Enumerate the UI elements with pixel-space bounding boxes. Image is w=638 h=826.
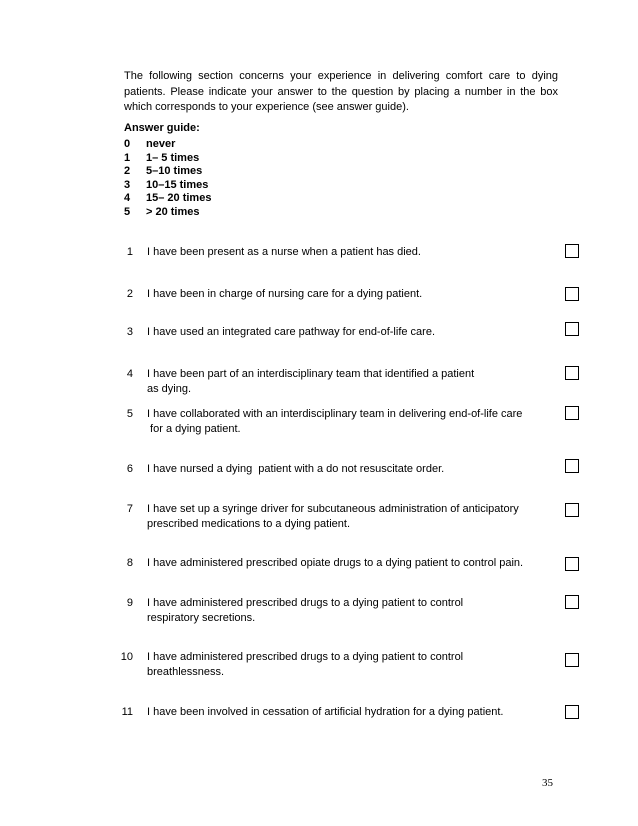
- answer-box-11[interactable]: [565, 705, 579, 719]
- answer-guide-row: [124, 179, 208, 193]
- answer-box-8[interactable]: [565, 557, 579, 571]
- question-text: [147, 556, 557, 571]
- answer-guide-code: 5: [124, 205, 131, 218]
- question-text: [147, 287, 557, 302]
- answer-guide-label: 10–15 times: [146, 178, 209, 191]
- answer-box-6[interactable]: [565, 459, 579, 473]
- question-text: [147, 502, 557, 532]
- answer-guide-label: never: [146, 138, 176, 150]
- question-number: 1: [126, 246, 133, 258]
- question-line-1: I have been involved in cessation of artificial hydration for a dying patient.: [147, 706, 504, 718]
- answer-box-7[interactable]: [565, 503, 579, 517]
- answer-guide-label: 1– 5 times: [146, 151, 200, 164]
- answer-box-10[interactable]: [565, 653, 579, 667]
- answer-box-4[interactable]: [565, 366, 579, 380]
- question-line-2: respiratory secretions.: [147, 612, 256, 624]
- question-line-1: I have administered prescribed drugs to a dying patient to control: [147, 597, 464, 609]
- answer-guide-row: [124, 192, 211, 206]
- answer-guide-row: [124, 165, 202, 179]
- answer-box-1[interactable]: [565, 244, 579, 258]
- answer-guide-label: 5–10 times: [146, 165, 203, 177]
- question-line-2: as dying.: [147, 383, 192, 395]
- answer-guide-code: 4: [124, 192, 131, 204]
- answer-guide-title: Answer guide:: [124, 122, 200, 134]
- answer-guide-code: 1: [124, 151, 131, 164]
- question-number: 10: [120, 651, 133, 663]
- question-line-1: I have used an integrated care pathway for end-of-life care.: [147, 326, 436, 338]
- question-number: 8: [126, 557, 133, 569]
- question-number: 7: [126, 503, 133, 515]
- answer-box-5[interactable]: [565, 406, 579, 420]
- answer-guide-code: 0: [124, 138, 131, 150]
- question-text: [147, 462, 557, 477]
- question-number: 11: [121, 706, 133, 718]
- question-text: [147, 325, 557, 340]
- question-text: [147, 407, 557, 437]
- question-line-1: I have set up a syringe driver for subcutaneous administration of anticipatory: [147, 503, 519, 515]
- question-line-1: I have been present as a nurse when a patient has died.: [147, 246, 421, 258]
- question-text: [147, 596, 557, 626]
- answer-guide-label: > 20 times: [146, 205, 200, 218]
- answer-guide-row: [124, 152, 199, 166]
- question-number: 5: [126, 408, 133, 420]
- question-number: 2: [126, 288, 133, 300]
- question-line-2: prescribed medications to a dying patient.: [147, 518, 351, 530]
- question-number: 4: [126, 368, 133, 380]
- question-line-1: I have nursed a dying patient with a do not resuscitate order.: [147, 463, 445, 475]
- question-line-1: I have administered prescribed drugs to a dying patient to control: [147, 651, 464, 663]
- question-number: 6: [126, 463, 133, 475]
- question-number: 3: [126, 326, 133, 338]
- answer-guide-code: 3: [124, 178, 131, 191]
- question-text: [147, 705, 557, 720]
- question-line-1: I have been in charge of nursing care for a dying patient.: [147, 288, 423, 300]
- answer-box-3[interactable]: [565, 322, 579, 336]
- answer-guide-row: [124, 138, 175, 152]
- question-line-1: I have administered prescribed opiate drugs to a dying patient to control pain.: [147, 557, 524, 569]
- answer-box-2[interactable]: [565, 287, 579, 301]
- question-text: [147, 650, 557, 680]
- question-number: 9: [126, 597, 133, 609]
- question-line-1: I have collaborated with an interdisciplinary team in delivering end-of-life care: [147, 408, 523, 420]
- question-line-1: I have been part of an interdisciplinary team that identified a patient: [147, 368, 475, 380]
- answer-box-9[interactable]: [565, 595, 579, 609]
- intro-paragraph: The following section concerns your experience in delivering comfort care to dying patients. Please indicate your answer to the question by placing a number in the box which corresponds to your experience (see answer guide).: [124, 70, 558, 113]
- question-text: [147, 245, 557, 260]
- question-text: [147, 367, 557, 397]
- answer-guide-code: 2: [124, 165, 131, 177]
- question-line-2: breathlessness.: [147, 666, 225, 678]
- page-number: 35: [542, 777, 553, 789]
- answer-guide-row: [124, 206, 200, 220]
- question-line-2: for a dying patient.: [147, 423, 241, 435]
- answer-guide-label: 15– 20 times: [146, 192, 212, 204]
